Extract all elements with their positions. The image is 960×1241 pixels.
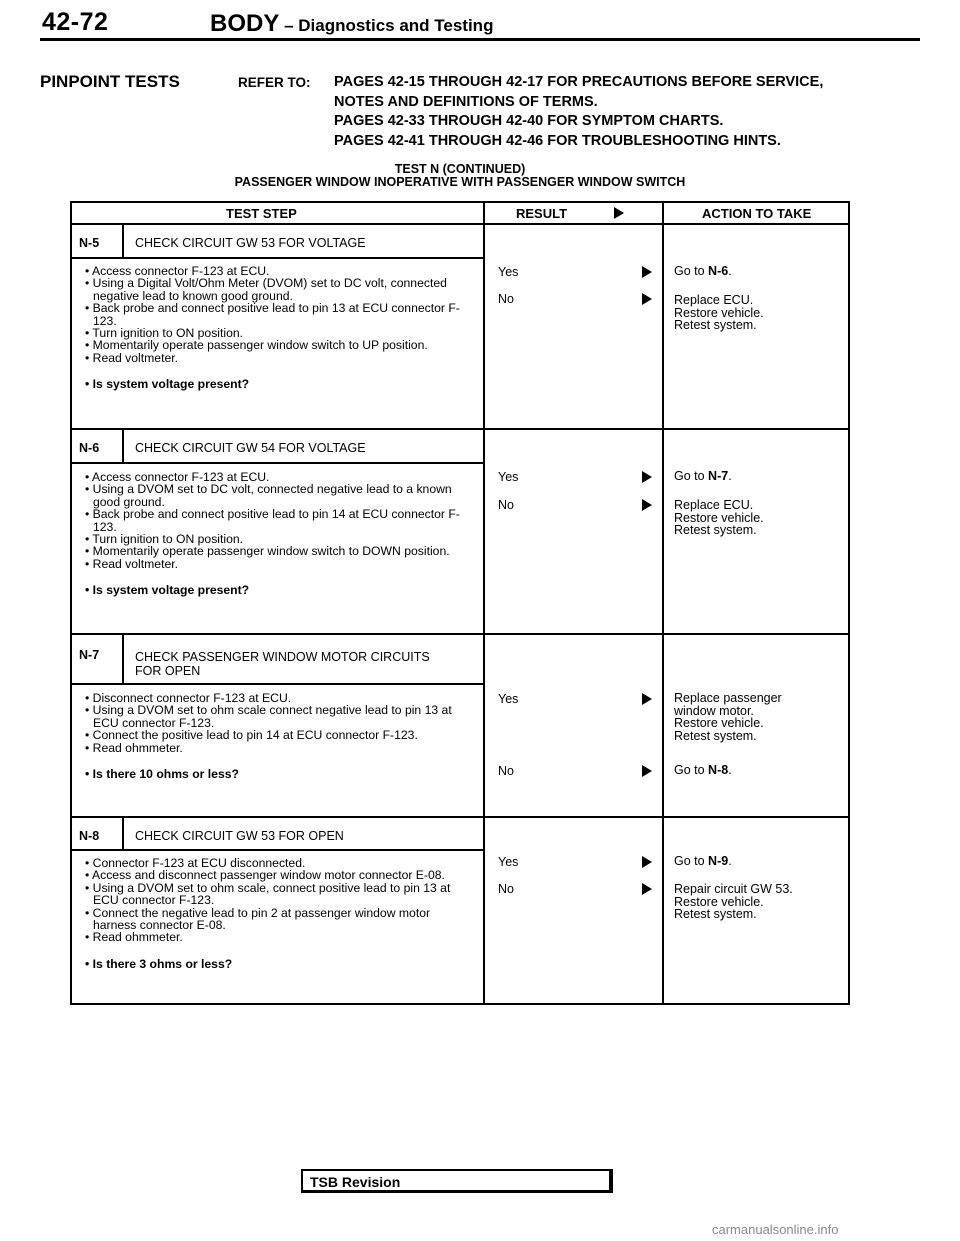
procedure-line: • Disconnect connector F-123 at ECU. <box>85 691 292 705</box>
procedure-line: • Connect the positive lead to pin 14 at ECU connector F-123. <box>85 728 418 743</box>
procedure-line: • Read voltmeter. <box>85 556 179 571</box>
action-text <box>674 499 764 537</box>
action-prefix: Go to <box>674 854 709 868</box>
step-id-divider <box>122 224 124 258</box>
procedure-line: • Access connector F-123 at ECU. <box>85 470 270 484</box>
action-text <box>674 692 782 742</box>
pinpoint-tests-label: PINPOINT TESTS <box>40 72 180 91</box>
result-yes: Yes <box>498 855 519 869</box>
result-no: No <box>498 292 514 306</box>
action-line: Retest system. <box>674 728 757 743</box>
procedure-line: • Back probe and connect positive lead to pin 13 at ECU connector F-123. <box>85 301 460 328</box>
step-title: CHECK CIRCUIT GW 53 FOR OPEN <box>135 829 344 843</box>
header-divider <box>70 223 850 225</box>
procedure-line: • Turn ignition to ON position. <box>85 532 244 547</box>
procedure-question: • Is system voltage present? <box>85 377 250 392</box>
refer-line: PAGES 42-33 THROUGH 42-40 FOR SYMPTOM CHARTS. <box>334 113 724 129</box>
action-text <box>674 265 732 278</box>
procedure-line: • Turn ignition to ON position. <box>85 326 244 341</box>
action-line: Retest system. <box>674 523 757 537</box>
action-prefix: Go to <box>674 763 709 777</box>
result-arrow-icon <box>642 856 652 868</box>
action-text <box>674 470 732 483</box>
procedure-line: • Read voltmeter. <box>85 350 179 365</box>
result-arrow-icon <box>642 471 652 483</box>
result-no: No <box>498 498 514 512</box>
procedure-line: • Using a DVOM set to ohm scale connect negative lead to pin 13 at ECU connector F-123. <box>85 703 452 730</box>
procedure-line: • Read ohmmeter. <box>85 930 183 945</box>
result-arrow-icon <box>642 266 652 278</box>
page-title <box>210 10 493 38</box>
step-title-line: CHECK PASSENGER WINDOW MOTOR CIRCUITS <box>135 650 430 664</box>
result-arrow-icon <box>642 499 652 511</box>
step-title-line: FOR OPEN <box>135 664 201 678</box>
test-caption: TEST N (CONTINUED) <box>394 162 526 176</box>
procedure-question: • Is there 10 ohms or less? <box>85 767 239 782</box>
result-yes: Yes <box>498 265 519 279</box>
result-arrow-icon <box>642 765 652 777</box>
procedure-line: • Connector F-123 at ECU disconnected. <box>85 856 306 870</box>
action-suffix: . <box>728 469 732 483</box>
procedure-line: • Momentarily operate passenger window switch to UP position. <box>85 338 428 353</box>
action-suffix: . <box>728 264 732 278</box>
step-id: N-8 <box>79 829 100 843</box>
step-procedure <box>80 692 470 780</box>
watermark: carmanualsonline.info <box>712 1222 839 1237</box>
page-header <box>40 6 920 41</box>
step-title-underline <box>70 257 484 259</box>
step-title: CHECK CIRCUIT GW 53 FOR VOLTAGE <box>135 236 366 250</box>
step-id-divider <box>122 634 124 684</box>
refer-to-lines <box>334 73 823 151</box>
result-no: No <box>498 764 514 778</box>
procedure-line: • Access connector F-123 at ECU. <box>85 264 270 278</box>
action-prefix: Go to <box>674 469 709 483</box>
procedure-line: • Read ohmmeter. <box>85 740 183 755</box>
refer-line: PAGES 42-41 THROUGH 42-46 FOR TROUBLESHOOTING HINTS. <box>334 132 781 149</box>
action-line: Retest system. <box>674 318 757 332</box>
result-arrow-icon <box>642 693 652 705</box>
step-title-underline <box>70 462 484 464</box>
title-sub: – Diagnostics and Testing <box>279 16 494 35</box>
column-header-action: ACTION TO TAKE <box>702 206 812 221</box>
tsb-revision-label: TSB Revision <box>310 1174 401 1190</box>
step-id: N-6 <box>79 441 100 455</box>
action-line: Replace ECU. <box>674 293 754 307</box>
procedure-line: • Back probe and connect positive lead to pin 14 at ECU connector F-123. <box>85 507 460 534</box>
action-suffix: . <box>728 763 732 777</box>
page-number: 42-72 <box>42 8 109 36</box>
title-main: BODY <box>210 10 280 37</box>
refer-to-label: REFER TO: <box>238 75 311 90</box>
action-text <box>674 883 793 921</box>
procedure-line: • Connect the negative lead to pin 2 at passenger window motor harness connector E-08. <box>85 905 431 933</box>
step-procedure <box>80 471 470 597</box>
action-prefix: Go to <box>674 264 709 278</box>
action-line: Restore vehicle. <box>674 894 764 909</box>
tsb-revision-box <box>301 1169 613 1193</box>
step-id-divider <box>122 429 124 463</box>
action-line: Restore vehicle. <box>674 305 764 320</box>
step-id-divider <box>122 817 124 850</box>
action-suffix: . <box>728 854 732 868</box>
step-id: N-7 <box>79 648 100 662</box>
procedure-question: • Is there 3 ohms or less? <box>85 956 233 971</box>
action-line: Replace ECU. <box>674 498 754 512</box>
action-text <box>674 855 732 868</box>
test-subcaption: PASSENGER WINDOW INOPERATIVE WITH PASSENGER WINDOW SWITCH <box>234 175 686 189</box>
procedure-question: • Is system voltage present? <box>85 583 250 598</box>
step-id: N-5 <box>79 236 100 250</box>
procedure-line: • Using a DVOM set to ohm scale, connect positive lead to pin 13 at ECU connector F-123. <box>85 880 451 908</box>
refer-line: PAGES 42-15 THROUGH 42-17 FOR PRECAUTIONS BEFORE SERVICE, <box>334 74 824 90</box>
action-step-ref: N-6 <box>708 264 729 278</box>
action-step-ref: N-9 <box>708 854 729 868</box>
result-arrow-icon <box>642 883 652 895</box>
action-line: Restore vehicle. <box>674 716 764 730</box>
column-header-result: RESULT <box>516 206 568 221</box>
action-line: Retest system. <box>674 907 757 921</box>
action-line: Repair circuit GW 53. <box>674 882 793 896</box>
column-divider <box>662 201 664 1005</box>
procedure-line: • Access and disconnect passenger window motor connector E-08. <box>85 868 445 883</box>
result-arrow-icon <box>642 293 652 305</box>
step-title <box>135 650 430 678</box>
procedure-line: • Using a Digital Volt/Ohm Meter (DVOM) set to DC volt, connected negative lead to known good ground. <box>85 276 447 303</box>
result-no: No <box>498 882 514 896</box>
result-arrow-icon <box>614 207 624 219</box>
step-divider <box>70 816 850 818</box>
step-divider <box>70 633 850 635</box>
action-step-ref: N-8 <box>708 763 729 777</box>
action-line: Replace passenger <box>674 691 782 705</box>
step-procedure <box>80 265 470 391</box>
step-procedure <box>80 857 470 970</box>
action-text <box>674 764 732 777</box>
procedure-line: • Using a DVOM set to DC volt, connected negative lead to a known good ground. <box>85 482 452 509</box>
result-yes: Yes <box>498 692 519 706</box>
column-divider <box>483 201 485 1005</box>
step-title-underline <box>70 683 484 685</box>
step-title: CHECK CIRCUIT GW 54 FOR VOLTAGE <box>135 441 366 455</box>
column-header-test-step: TEST STEP <box>226 206 297 221</box>
action-line: window motor. <box>674 703 754 718</box>
step-divider <box>70 428 850 430</box>
action-text <box>674 294 764 332</box>
procedure-line: • Momentarily operate passenger window switch to DOWN position. <box>85 544 450 559</box>
refer-line: NOTES AND DEFINITIONS OF TERMS. <box>334 93 598 110</box>
action-step-ref: N-7 <box>708 469 729 483</box>
step-title-underline <box>70 849 484 851</box>
result-yes: Yes <box>498 470 519 484</box>
action-line: Restore vehicle. <box>674 510 764 525</box>
